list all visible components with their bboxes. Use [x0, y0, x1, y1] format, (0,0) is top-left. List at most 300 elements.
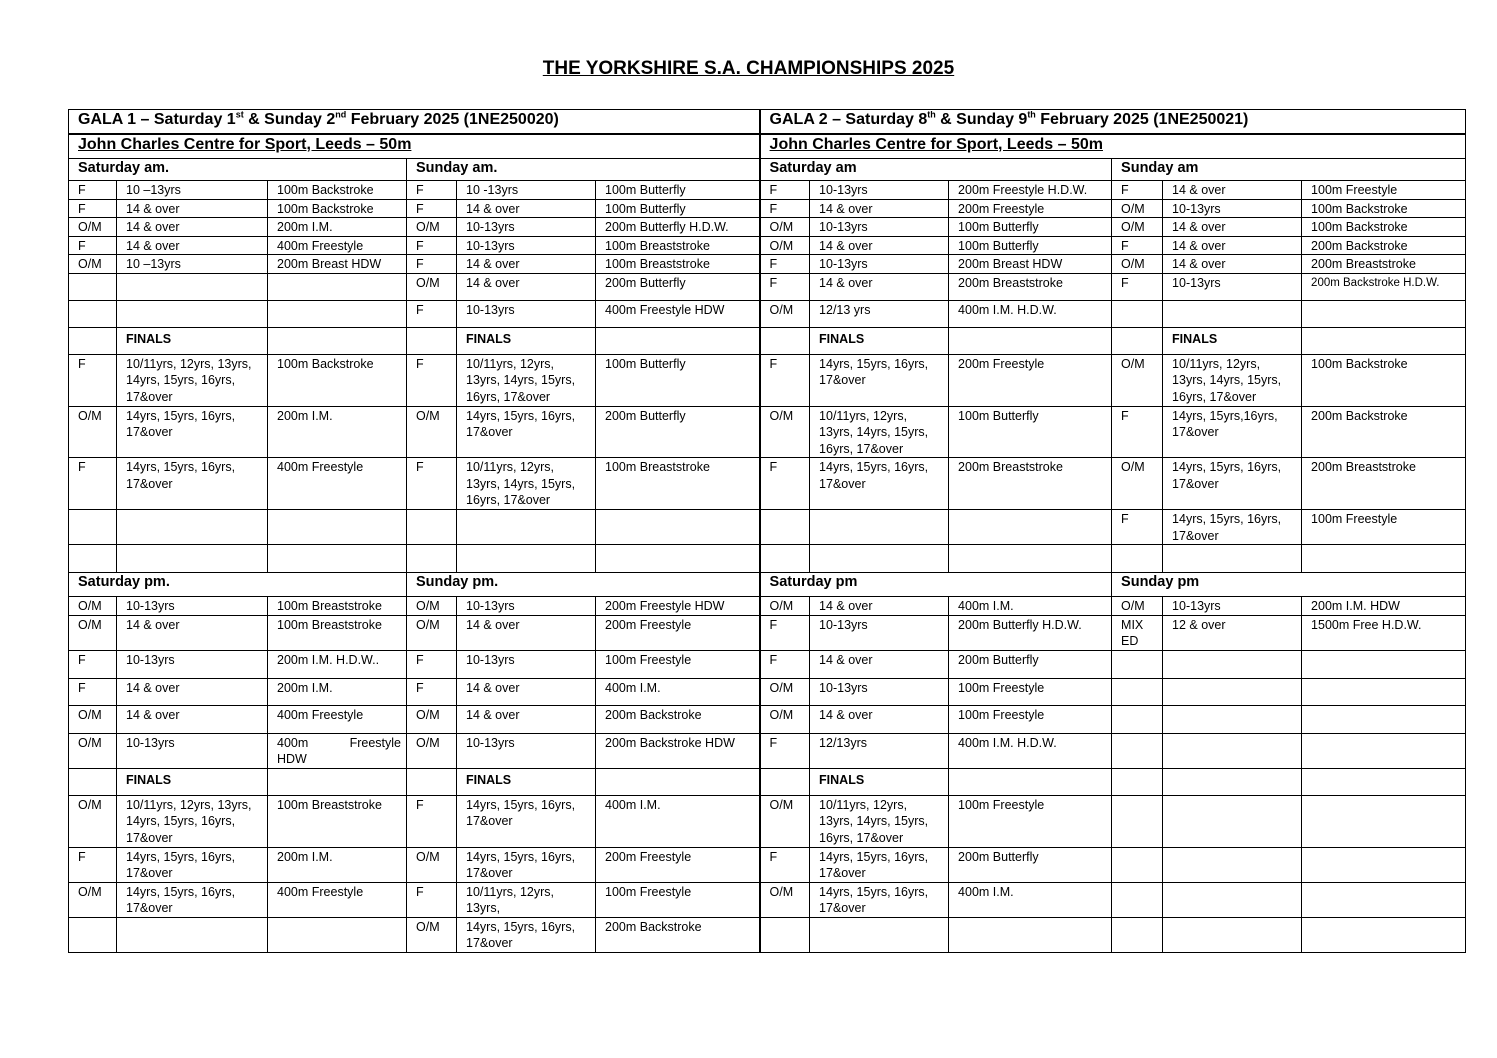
- event: [1302, 795, 1466, 847]
- table-row: [69, 300, 1466, 327]
- stroke-gender: O/M: [69, 406, 117, 458]
- stroke-gender: [69, 510, 117, 545]
- age-group: [1163, 847, 1302, 882]
- event: 400m I.M. H.D.W.: [949, 300, 1112, 327]
- age-group: 14yrs, 15yrs, 16yrs, 17&over: [457, 795, 596, 847]
- age-group: 12/13 yrs: [810, 300, 949, 327]
- age-group: 14yrs, 15yrs, 16yrs, 17&over: [810, 847, 949, 882]
- age-group: 10/11yrs, 12yrs, 13yrs, 14yrs, 15yrs, 16yrs, 17&over: [457, 458, 596, 510]
- stroke-gender: F: [69, 458, 117, 510]
- age-group: 10-13yrs: [810, 181, 949, 200]
- table-row: [69, 458, 1466, 510]
- event: 100m Breaststroke: [268, 615, 407, 650]
- age-group: 14yrs, 15yrs, 16yrs, 17&over: [1163, 458, 1302, 510]
- event: 100m Butterfly: [949, 218, 1112, 237]
- age-group: 14 & over: [117, 678, 268, 705]
- table-cell: [69, 768, 117, 795]
- event: [268, 545, 407, 573]
- table-row: [69, 110, 1466, 134]
- age-group: 14 & over: [457, 615, 596, 650]
- stroke-gender: O/M: [69, 615, 117, 650]
- stroke-gender: [1112, 678, 1163, 705]
- age-group: [1163, 705, 1302, 733]
- event: [1302, 300, 1466, 327]
- age-group: 14 & over: [810, 273, 949, 300]
- event: [949, 545, 1112, 573]
- age-group: 10 –13yrs: [117, 181, 268, 200]
- gala-heading-part: th: [927, 109, 936, 120]
- table-row: [69, 615, 1466, 650]
- age-group: [1163, 300, 1302, 327]
- stroke-gender: O/M: [69, 255, 117, 274]
- table-row: [69, 199, 1466, 218]
- event: 200m Butterfly: [596, 406, 760, 458]
- age-group: 14 & over: [457, 255, 596, 274]
- stroke-gender: MIX ED: [1112, 615, 1163, 650]
- event: [268, 733, 407, 768]
- event: 200m Backstroke: [1302, 406, 1466, 458]
- gala-heading-part: February 2025 (1NE250020): [346, 111, 559, 128]
- stroke-gender: F: [760, 255, 810, 274]
- table-row: [69, 273, 1466, 300]
- stroke-gender: O/M: [760, 406, 810, 458]
- venue-heading: John Charles Centre for Sport, Leeds – 50m: [69, 134, 760, 159]
- event: 400m I.M.: [949, 597, 1112, 616]
- age-group: [1163, 678, 1302, 705]
- event: [1302, 917, 1466, 952]
- event: 400m Freestyle: [268, 236, 407, 255]
- stroke-gender: O/M: [1112, 199, 1163, 218]
- gala-heading-2: [760, 110, 1466, 134]
- age-group: 14yrs, 15yrs, 16yrs, 17&over: [457, 917, 596, 952]
- finals-label: FINALS: [117, 768, 268, 795]
- finals-label: FINALS: [457, 327, 596, 354]
- age-group: 10-13yrs: [117, 733, 268, 768]
- stroke-gender: F: [760, 273, 810, 300]
- event: 200m Breast HDW: [268, 255, 407, 274]
- stroke-gender: O/M: [760, 236, 810, 255]
- table-row: [69, 705, 1466, 733]
- session-heading: Saturday am: [760, 159, 1112, 181]
- event: 400m Freestyle: [268, 705, 407, 733]
- stroke-gender: F: [760, 458, 810, 510]
- age-group: [1163, 650, 1302, 678]
- age-group: 14yrs, 15yrs, 16yrs, 17&over: [117, 406, 268, 458]
- event: 100m Freestyle: [949, 795, 1112, 847]
- event: 200m Backstroke: [596, 917, 760, 952]
- event: 100m Freestyle: [596, 650, 760, 678]
- stroke-gender: O/M: [407, 406, 457, 458]
- age-group: 10/11yrs, 12yrs, 13yrs,: [457, 882, 596, 917]
- stroke-gender: O/M: [1112, 354, 1163, 406]
- stroke-gender: O/M: [69, 218, 117, 237]
- event: 200m Freestyle H.D.W.: [949, 181, 1112, 200]
- event: 200m Breaststroke: [1302, 458, 1466, 510]
- stroke-gender: O/M: [760, 705, 810, 733]
- stroke-gender: F: [407, 255, 457, 274]
- table-row: [69, 597, 1466, 616]
- event: 200m Breaststroke: [1302, 255, 1466, 274]
- table-cell: [1302, 327, 1466, 354]
- session-heading: Sunday am: [1112, 159, 1466, 181]
- event: 200m Freestyle: [596, 847, 760, 882]
- table-cell: [268, 327, 407, 354]
- age-group: 14 & over: [117, 705, 268, 733]
- event: 100m Freestyle: [596, 882, 760, 917]
- table-cell: [949, 768, 1112, 795]
- table-cell: [407, 327, 457, 354]
- stroke-gender: [69, 545, 117, 573]
- page-title: THE YORKSHIRE S.A. CHAMPIONSHIPS 2025: [542, 58, 955, 79]
- event: 200m Butterfly H.D.W.: [596, 218, 760, 237]
- age-group: 10 -13yrs: [457, 181, 596, 200]
- table-cell: [407, 768, 457, 795]
- age-group: [117, 545, 268, 573]
- stroke-gender: F: [1112, 236, 1163, 255]
- stroke-gender: O/M: [1112, 458, 1163, 510]
- session-heading: Saturday pm.: [69, 573, 407, 597]
- event: [1302, 650, 1466, 678]
- event: 200m Butterfly: [949, 650, 1112, 678]
- gala-heading-part: GALA 2 – Saturday 8: [769, 111, 928, 128]
- age-group: [810, 510, 949, 545]
- event-text: 400m Freestyle: [277, 735, 401, 750]
- stroke-gender: F: [760, 354, 810, 406]
- age-group: [457, 545, 596, 573]
- stroke-gender: F: [1112, 406, 1163, 458]
- stroke-gender: O/M: [760, 597, 810, 616]
- stroke-gender: [1112, 847, 1163, 882]
- gala-heading-part: February 2025 (1NE250021): [1035, 111, 1249, 128]
- event: 400m Freestyle: [268, 458, 407, 510]
- table-row: [69, 218, 1466, 237]
- event: 400m Freestyle HDW: [596, 300, 760, 327]
- event: [268, 917, 407, 952]
- table-cell: [596, 768, 760, 795]
- stroke-gender: F: [69, 236, 117, 255]
- age-group: 14yrs, 15yrs, 16yrs, 17&over: [1163, 510, 1302, 545]
- stroke-gender: F: [1112, 510, 1163, 545]
- venue-heading: John Charles Centre for Sport, Leeds – 50m: [760, 134, 1466, 159]
- stroke-gender: O/M: [407, 705, 457, 733]
- event: 200m Freestyle HDW: [596, 597, 760, 616]
- table-cell: [69, 327, 117, 354]
- age-group: 12 & over: [1163, 615, 1302, 650]
- age-group: 14 & over: [810, 705, 949, 733]
- event: [1302, 545, 1466, 573]
- age-group: [117, 273, 268, 300]
- age-group: 14 & over: [1163, 255, 1302, 274]
- age-group: 14 & over: [810, 236, 949, 255]
- event: 200m Backstroke HDW: [596, 733, 760, 768]
- event: 200m I.M. HDW: [1302, 597, 1466, 616]
- age-group: 10-13yrs: [1163, 199, 1302, 218]
- event: 400m Freestyle: [268, 882, 407, 917]
- age-group: 10-13yrs: [1163, 597, 1302, 616]
- stroke-gender: F: [69, 199, 117, 218]
- stroke-gender: [69, 273, 117, 300]
- age-group: 10/11yrs, 12yrs, 13yrs, 14yrs, 15yrs, 16yrs, 17&over: [810, 406, 949, 458]
- stroke-gender: O/M: [407, 218, 457, 237]
- stroke-gender: O/M: [407, 597, 457, 616]
- stroke-gender: [407, 510, 457, 545]
- age-group: 14 & over: [117, 236, 268, 255]
- stroke-gender: O/M: [760, 795, 810, 847]
- stroke-gender: O/M: [1112, 597, 1163, 616]
- table-row: [69, 678, 1466, 705]
- stroke-gender: O/M: [407, 917, 457, 952]
- stroke-gender: F: [760, 650, 810, 678]
- stroke-gender: [1112, 545, 1163, 573]
- event: 100m Backstroke: [1302, 354, 1466, 406]
- age-group: 10-13yrs: [457, 650, 596, 678]
- age-group: [117, 917, 268, 952]
- event: 200m Backstroke: [596, 705, 760, 733]
- gala-heading-part: st: [235, 109, 244, 120]
- table-row: [69, 733, 1466, 768]
- event: 200m Backstroke: [1302, 236, 1466, 255]
- table-row: [69, 236, 1466, 255]
- age-group: 10-13yrs: [117, 650, 268, 678]
- gala-heading-1: [69, 110, 760, 134]
- gala-heading-part: & Sunday 2: [243, 111, 336, 128]
- event: [1302, 678, 1466, 705]
- table-cell: [949, 327, 1112, 354]
- stroke-gender: F: [407, 236, 457, 255]
- age-group: 10-13yrs: [457, 236, 596, 255]
- age-group: 14yrs, 15yrs, 16yrs, 17&over: [117, 847, 268, 882]
- table-row: [69, 134, 1466, 159]
- stroke-gender: F: [407, 795, 457, 847]
- age-group: [810, 917, 949, 952]
- table-cell: [760, 327, 810, 354]
- event: [1302, 705, 1466, 733]
- age-group: 14yrs, 15yrs, 16yrs, 17&over: [810, 458, 949, 510]
- event: 200m Freestyle: [949, 199, 1112, 218]
- table-row: [69, 510, 1466, 545]
- age-group: 14 & over: [1163, 181, 1302, 200]
- event: 100m Backstroke: [1302, 199, 1466, 218]
- table-row: [69, 795, 1466, 847]
- age-group: [1163, 882, 1302, 917]
- event: 200m I.M.: [268, 678, 407, 705]
- event: 100m Freestyle: [1302, 510, 1466, 545]
- age-group: 14yrs, 15yrs, 16yrs, 17&over: [457, 406, 596, 458]
- event: 100m Backstroke: [268, 199, 407, 218]
- event: 200m I.M.: [268, 218, 407, 237]
- event: [949, 917, 1112, 952]
- stroke-gender: [1112, 705, 1163, 733]
- schedule-table: [68, 109, 1466, 953]
- age-group: 14yrs, 15yrs, 16yrs, 17&over: [117, 882, 268, 917]
- table-row: [69, 159, 1466, 181]
- event: [268, 300, 407, 327]
- age-group: 14 & over: [117, 199, 268, 218]
- table-row: [69, 327, 1466, 354]
- age-group: [1163, 545, 1302, 573]
- event: 100m Breaststroke: [596, 458, 760, 510]
- gala-heading-part: nd: [335, 109, 347, 120]
- stroke-gender: [1112, 795, 1163, 847]
- table-cell: [268, 768, 407, 795]
- stroke-gender: O/M: [760, 218, 810, 237]
- event: 200m Butterfly H.D.W.: [949, 615, 1112, 650]
- age-group: 10-13yrs: [457, 597, 596, 616]
- age-group: 10-13yrs: [810, 218, 949, 237]
- age-group: [117, 510, 268, 545]
- event: [268, 273, 407, 300]
- stroke-gender: F: [407, 882, 457, 917]
- table-cell: [760, 768, 810, 795]
- age-group: 10-13yrs: [810, 615, 949, 650]
- stroke-gender: F: [407, 354, 457, 406]
- age-group: [457, 510, 596, 545]
- age-group: 14 & over: [457, 273, 596, 300]
- table-row: [69, 545, 1466, 573]
- age-group: 12/13yrs: [810, 733, 949, 768]
- stroke-gender: F: [407, 181, 457, 200]
- age-group: [1163, 733, 1302, 768]
- age-group: [810, 545, 949, 573]
- age-group: 10-13yrs: [810, 255, 949, 274]
- table-cell: [1112, 768, 1163, 795]
- event: 200m Butterfly: [949, 847, 1112, 882]
- age-group: [117, 300, 268, 327]
- stroke-gender: O/M: [760, 300, 810, 327]
- table-row: [69, 882, 1466, 917]
- event: 200m Breaststroke: [949, 458, 1112, 510]
- event: 100m Butterfly: [949, 236, 1112, 255]
- stroke-gender: F: [69, 354, 117, 406]
- age-group: 14yrs, 15yrs, 16yrs, 17&over: [457, 847, 596, 882]
- stroke-gender: [1112, 733, 1163, 768]
- age-group: 14yrs, 15yrs,16yrs, 17&over: [1163, 406, 1302, 458]
- age-group: 10 –13yrs: [117, 255, 268, 274]
- age-group: 10/11yrs, 12yrs, 13yrs, 14yrs, 15yrs, 16yrs, 17&over: [457, 354, 596, 406]
- event: 400m I.M.: [596, 795, 760, 847]
- stroke-gender: O/M: [1112, 218, 1163, 237]
- event: 100m Freestyle: [949, 678, 1112, 705]
- event: 100m Breaststroke: [596, 255, 760, 274]
- age-group: 14yrs, 15yrs, 16yrs, 17&over: [810, 354, 949, 406]
- stroke-gender: O/M: [1112, 255, 1163, 274]
- stroke-gender: O/M: [69, 795, 117, 847]
- stroke-gender: F: [69, 678, 117, 705]
- session-heading: Sunday am.: [407, 159, 760, 181]
- event: 200m Breaststroke: [949, 273, 1112, 300]
- event: 200m I.M. H.D.W..: [268, 650, 407, 678]
- stroke-gender: F: [407, 458, 457, 510]
- event: 400m I.M.: [596, 678, 760, 705]
- stroke-gender: F: [760, 733, 810, 768]
- event: 100m Breaststroke: [268, 795, 407, 847]
- event: 1500m Free H.D.W.: [1302, 615, 1466, 650]
- finals-label: FINALS: [117, 327, 268, 354]
- event: 200m Butterfly: [596, 273, 760, 300]
- age-group: 14 & over: [810, 199, 949, 218]
- age-group: 10-13yrs: [457, 733, 596, 768]
- event: 100m Freestyle: [949, 705, 1112, 733]
- stroke-gender: [1112, 882, 1163, 917]
- stroke-gender: O/M: [407, 273, 457, 300]
- age-group: 10/11yrs, 12yrs, 13yrs, 14yrs, 15yrs, 16yrs, 17&over: [1163, 354, 1302, 406]
- event: [1302, 882, 1466, 917]
- event: 100m Breaststroke: [268, 597, 407, 616]
- event: 200m Freestyle: [949, 354, 1112, 406]
- event: [1302, 847, 1466, 882]
- age-group: 14 & over: [810, 650, 949, 678]
- gala-heading-part: th: [1027, 109, 1036, 120]
- event: 200m I.M.: [268, 847, 407, 882]
- event: 100m Butterfly: [596, 354, 760, 406]
- stroke-gender: [1112, 917, 1163, 952]
- session-heading: Sunday pm: [1112, 573, 1466, 597]
- event: 200m Breast HDW: [949, 255, 1112, 274]
- event: 100m Breaststroke: [596, 236, 760, 255]
- event: 400m I.M. H.D.W.: [949, 733, 1112, 768]
- stroke-gender: F: [69, 181, 117, 200]
- table-row: [69, 181, 1466, 200]
- table-cell: [596, 327, 760, 354]
- event: 100m Butterfly: [596, 199, 760, 218]
- table-row: [69, 573, 1466, 597]
- stroke-gender: [760, 917, 810, 952]
- event: 100m Backstroke: [1302, 218, 1466, 237]
- stroke-gender: O/M: [407, 615, 457, 650]
- event: 400m I.M.: [949, 882, 1112, 917]
- stroke-gender: [69, 300, 117, 327]
- age-group: 14yrs, 15yrs, 16yrs, 17&over: [117, 458, 268, 510]
- age-group: [1163, 917, 1302, 952]
- stroke-gender: F: [1112, 181, 1163, 200]
- age-group: 10/11yrs, 12yrs, 13yrs, 14yrs, 15yrs, 16yrs, 17&over: [810, 795, 949, 847]
- stroke-gender: [1112, 300, 1163, 327]
- event: [596, 510, 760, 545]
- event-text: HDW: [277, 752, 307, 766]
- stroke-gender: [69, 917, 117, 952]
- age-group: 14 & over: [457, 678, 596, 705]
- age-group: 14 & over: [457, 199, 596, 218]
- stroke-gender: O/M: [760, 882, 810, 917]
- stroke-gender: F: [760, 847, 810, 882]
- event: 200m I.M.: [268, 406, 407, 458]
- stroke-gender: F: [407, 300, 457, 327]
- session-heading: Saturday pm: [760, 573, 1112, 597]
- finals-label: FINALS: [810, 327, 949, 354]
- age-group: 10/11yrs, 12yrs, 13yrs, 14yrs, 15yrs, 16yrs, 17&over: [117, 354, 268, 406]
- stroke-gender: F: [407, 199, 457, 218]
- gala-heading-part: GALA 1 – Saturday 1: [78, 111, 236, 128]
- table-cell: [1302, 768, 1466, 795]
- table-row: [69, 917, 1466, 952]
- event: 100m Backstroke: [268, 354, 407, 406]
- age-group: 14 & over: [1163, 218, 1302, 237]
- age-group: 14 & over: [117, 615, 268, 650]
- event: 100m Freestyle: [1302, 181, 1466, 200]
- table-row: [69, 406, 1466, 458]
- event: [268, 510, 407, 545]
- event: [1302, 733, 1466, 768]
- age-group: 10-13yrs: [810, 678, 949, 705]
- stroke-gender: O/M: [407, 847, 457, 882]
- age-group: 14 & over: [117, 218, 268, 237]
- stroke-gender: O/M: [760, 678, 810, 705]
- stroke-gender: O/M: [407, 733, 457, 768]
- table-row: [69, 768, 1466, 795]
- stroke-gender: [760, 510, 810, 545]
- event: 200m Backstroke H.D.W.: [1302, 273, 1466, 300]
- age-group: 10-13yrs: [457, 300, 596, 327]
